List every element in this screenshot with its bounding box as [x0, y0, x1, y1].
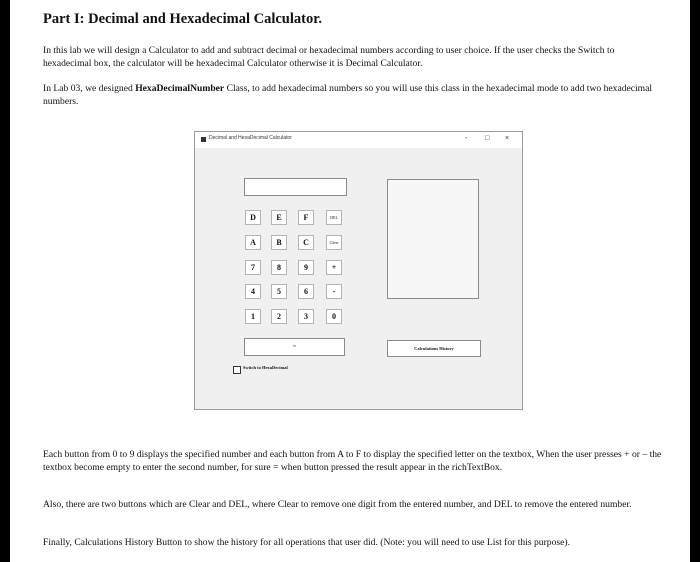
equals-button[interactable]: = — [244, 338, 345, 356]
page-title: Part I: Decimal and Hexadecimal Calculator. — [43, 11, 322, 27]
number-input[interactable] — [244, 178, 347, 196]
calculations-history-button[interactable]: Calculations History — [387, 340, 481, 357]
key-4-button[interactable]: 4 — [245, 284, 261, 299]
minimize-button[interactable]: - — [465, 135, 468, 142]
maximize-button[interactable]: □ — [485, 135, 490, 142]
intro-paragraph: In this lab we will design a Calculator to add and subtract decimal or hexadecimal numbers according to user choice. If the user checks the Switch to hexadecimal box, the calculator will be hexadecimal Calculator otherwise it is Decimal Calculator. — [43, 45, 615, 69]
app-icon — [201, 137, 206, 142]
lab03-class-name: HexaDecimalNumber — [135, 83, 225, 94]
plus-button[interactable]: + — [326, 260, 342, 275]
close-button[interactable]: × — [505, 135, 510, 142]
key-f-button[interactable]: F — [298, 210, 314, 225]
key-9-button[interactable]: 9 — [298, 260, 314, 275]
key-1-button[interactable]: 1 — [245, 309, 261, 324]
document-page — [10, 0, 690, 562]
key-c-button[interactable]: C — [298, 235, 314, 250]
lab03-text-prefix: In Lab 03, we designed — [43, 83, 136, 94]
key-b-button[interactable]: B — [271, 235, 287, 250]
calculator-window — [194, 131, 523, 410]
key-a-button[interactable]: A — [245, 235, 261, 250]
key-3-button[interactable]: 3 — [298, 309, 314, 324]
key-e-button[interactable]: E — [271, 210, 287, 225]
switch-hexadecimal-checkbox[interactable] — [233, 366, 241, 374]
key-8-button[interactable]: 8 — [271, 260, 287, 275]
history-paragraph: Finally, Calculations History Button to show the history for all operations that user did. (Note: you will need to use List for this purpose). — [43, 537, 570, 548]
window-title: Decimal and HexaDecimal Calculator — [209, 135, 292, 141]
key-d-button[interactable]: D — [245, 210, 261, 225]
window-titlebar — [195, 132, 522, 148]
lab03-paragraph — [43, 83, 663, 108]
key-5-button[interactable]: 5 — [271, 284, 287, 299]
history-richtextbox[interactable] — [387, 179, 479, 299]
lab03-text-suffix: Class, to add hexadecimal numbers so you will use this class in the hexadecimal mode to add two hexadecimal numbers. — [43, 83, 653, 107]
key-6-button[interactable]: 6 — [298, 284, 314, 299]
del-button[interactable]: DEL — [326, 210, 342, 225]
clear-button[interactable]: Clear — [326, 235, 342, 250]
buttons-paragraph: Each button from 0 to 9 displays the specified number and each button from A to F to display the specified letter on the textbox, When the user presses + or – the textbox become empty to enter the second number, for sure = when button pressed the result appear in the richTextBox. — [43, 449, 662, 473]
minus-button[interactable]: - — [326, 284, 342, 299]
key-7-button[interactable]: 7 — [245, 260, 261, 275]
key-2-button[interactable]: 2 — [271, 309, 287, 324]
clear-del-paragraph: Also, there are two buttons which are Clear and DEL, where Clear to remove one digit from the entered number, and DEL to remove the entered number. — [43, 499, 632, 510]
switch-hexadecimal-label: Switch to HexaDecimal — [243, 365, 288, 370]
key-0-button[interactable]: 0 — [326, 309, 342, 324]
